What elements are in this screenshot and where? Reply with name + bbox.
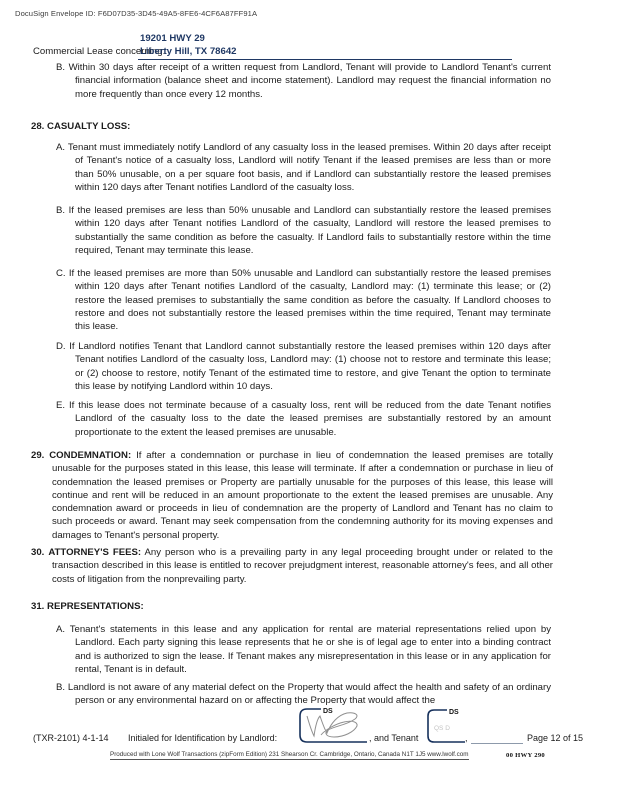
paragraph-28b <box>56 204 551 257</box>
section-title: REPRESENTATIONS: <box>47 601 144 612</box>
section-number: 31. <box>31 601 45 612</box>
item-letter: E. <box>56 400 66 411</box>
section-29-condemnation <box>31 449 553 542</box>
section-30-attorneys-fees <box>31 546 553 586</box>
header-underline <box>138 59 512 60</box>
item-letter: C. <box>56 268 66 279</box>
item-text: If this lease does not terminate because of a casualty loss, rent will be reduced from the date Tenant notifies Landlord of the casualty loss to the date the leased premises are substantially restored by an amount proportionate to the extent the leased premises are unusable. <box>69 400 551 438</box>
section-number: 29. <box>31 450 45 461</box>
section-text: If after a condemnation or purchase in lieu of condemnation the leased premises are totally unusable for the purposes stated in this lease, this lease will terminate. If after a condemnation or purchase in lieu of condemnation the leased premises or Property are partially unusable for the purposes of this lease, this lease will continue and rent will be reduced in an amount proportionate to the extent the leased premises are unusable. Any condemnation award or proceeds in lieu of condemnation are the property of Landlord and Tenant has no claim to such proceeds or award. Tenant may seek compensation from the condemning authority for its moving expenses and damages to Tenant's personal property. <box>52 450 553 541</box>
section-title: CASUALTY LOSS: <box>47 121 131 132</box>
section-number: 30. <box>31 547 45 558</box>
docusign-envelope-id: DocuSign Envelope ID: F6D07D35-3D45-49A5-8FE6-4CF6A87FF91A <box>15 9 258 18</box>
item-text: Within 30 days after receipt of a written request from Landlord, Tenant will provide to Landlord Tenant's current financial information (balance sheet and income statement). Landlord may request the financial information no more frequently than once every 12 months. <box>68 62 551 100</box>
property-address-line2: Liberty Hill, TX 78642 <box>140 46 237 57</box>
property-address-line1: 19201 HWY 29 <box>140 33 205 44</box>
paragraph-28a <box>56 141 551 194</box>
concerning-label: Commercial Lease concerning: <box>33 46 166 57</box>
ds-tab-label: DS <box>449 709 459 716</box>
section-title: CONDEMNATION: <box>49 450 132 461</box>
ds-tab-label: DS <box>323 708 333 715</box>
section-title: ATTORNEY'S FEES: <box>48 547 142 558</box>
landlord-initials-scribble <box>307 713 357 737</box>
and-tenant-label: , and Tenant <box>369 733 419 743</box>
item-letter: B. <box>56 682 66 693</box>
paragraph-28c <box>56 267 551 333</box>
blank-signature-line <box>471 743 523 744</box>
item-letter: A. <box>56 142 66 153</box>
paragraph-intro-b <box>56 61 551 101</box>
form-code: (TXR-2101) 4-1-14 <box>33 733 109 743</box>
tenant-initials-stamp[interactable] <box>423 706 467 744</box>
section-text: Any person who is a prevailing party in any legal proceeding brought under or related to the transaction described in this lease is entitled to recover prejudgment interest, reasonable attorney's fees, and all other costs of litigation from the nonprevailing party. <box>52 547 553 585</box>
paragraph-28d <box>56 340 551 393</box>
item-letter: D. <box>56 341 66 352</box>
initialed-for-identification-label: Initialed for Identification by Landlord: <box>128 733 278 743</box>
item-text: Landlord is not aware of any material defect on the Property that would affect the health and safety of an ordinary person or any environmental hazard on or affecting the Property that would affect the <box>67 682 552 707</box>
item-text: If Landlord notifies Tenant that Landlord cannot substantially restore the leased premises within 120 days after Tenant notifies Landlord of the casualty loss, Landlord may: (1) choose not to restore and terminate this lease; or (2) choose to restore, notify Tenant of the estimated time to restore, and give Tenant the option to terminate this lease by notifying Landlord within 10 days. <box>69 341 551 392</box>
item-text: Tenant must immediately notify Landlord of any casualty loss in the leased premises. Within 20 days after receipt of Tenant's notice of a casualty loss, Landlord will notify Tenant if the leased premises are less than or more than 50% unusable, on a per square foot basis, and if Landlord can substantially restore the leased premises within 120 days after Tenant notifies Landlord of the casualty loss. <box>67 142 551 193</box>
comma-separator: , <box>465 733 468 743</box>
section-31-heading <box>31 600 531 613</box>
produced-with-line: Produced with Lone Wolf Transactions (zipForm Edition) 231 Shearson Cr. Cambridge, Ontario, Canada N1T 1J5 www.lwolf.com <box>110 751 469 758</box>
item-text: If the leased premises are less than 50% unusable and Landlord can substantially restore the leased premises within 120 days after Tenant notifies Landlord of the casualty, Landlord will restore the leased premises to substantially the same condition as before the casualty. If Landlord fails to substantially restore within the time required, Tenant may terminate this lease. <box>68 205 551 256</box>
section-28-heading <box>31 120 531 133</box>
item-text: Tenant's statements in this lease and any application for rental are material representations relied upon by Landlord. Each party signing this lease represents that he or she is of legal age to enter into a binding contract and is authorized to sign the lease. If Tenant makes any misrepresentation in this lease or in any application for rental, Tenant is in default. <box>69 624 551 675</box>
item-letter: B. <box>56 205 66 216</box>
paragraph-28e <box>56 399 551 439</box>
page-number-label: Page 12 of 15 <box>527 733 584 743</box>
item-text: If the leased premises are more than 50% unusable and Landlord can substantially restore the leased premises within 120 days after Tenant notifies Landlord of the casualty, Landlord may: (1) terminate this lease; or (2) restore the leased premises to substantially the same condition as before the casualty. If Landlord chooses to restore and does not substantially restore the leased premises within the time required, Tenant may terminate this lease. <box>68 268 551 333</box>
document-tag: 00 HWY 290 <box>506 752 546 759</box>
item-letter: A. <box>56 624 66 635</box>
landlord-initials-stamp[interactable] <box>295 704 371 746</box>
item-letter: B. <box>56 62 66 73</box>
tenant-initials-text: QS D <box>434 725 450 732</box>
section-number: 28. <box>31 121 45 132</box>
paragraph-31a <box>56 623 551 676</box>
